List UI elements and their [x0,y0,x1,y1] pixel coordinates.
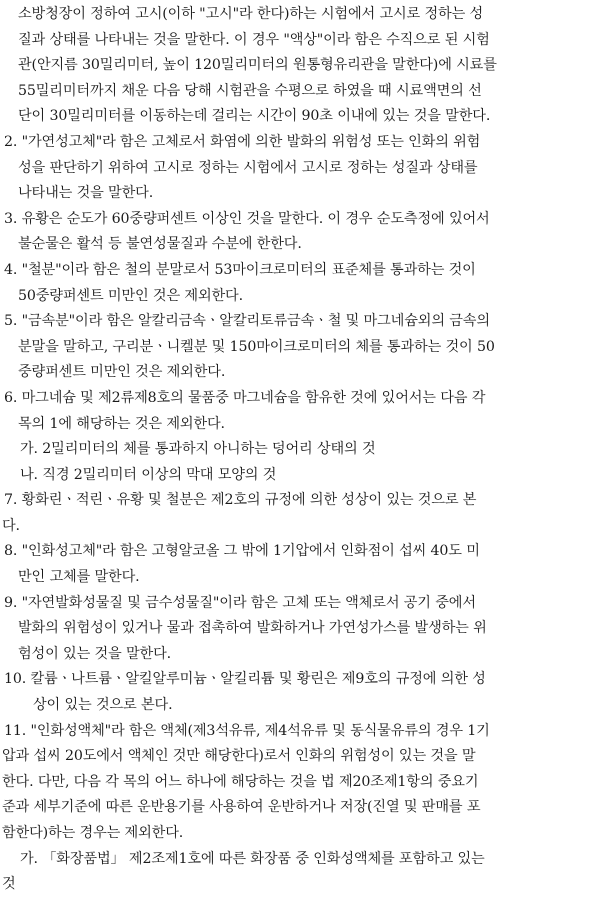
document-text-line: 중량퍼센트 미만인 것은 제외한다. [18,364,226,381]
document-text-line: 험성이 있는 것을 말한다. [18,645,171,662]
document-text-line: 11. "인화성액체"라 함은 액체(제3석유류, 제4석유류 및 동식물유류의 경우 1기 [4,722,490,739]
document-text-line: 관(안지름 30밀리미터, 높이 120밀리미터의 원통형유리관을 말한다)에 시료를 [18,57,497,74]
document-text-line: 2. "가연성고체"라 함은 고체로서 화염에 의한 발화의 위험성 또는 인화의 위험 [4,133,481,150]
document-text-line: 한다. 다만, 다음 각 목의 어느 하나에 해당하는 것을 법 제20조제1항의 중요기 [2,773,479,790]
document-text-line: 압과 섭씨 20도에서 액체인 것만 해당한다)로서 인화의 위험성이 있는 것을 말 [2,748,476,765]
document-text-line: 10. 칼륨ㆍ나트륨ㆍ알킬알루미늄ㆍ알킬리튬 및 황린은 제9호의 규정에 의한 성 [4,671,486,688]
document-text-line: 성을 판단하기 위하여 고시로 정하는 시험에서 고시로 정하는 성질과 상태를 [18,159,478,176]
document-text-line: 소방청장이 정하여 고시(이하 "고시"라 한다)하는 시험에서 고시로 정하는 성 [18,6,484,22]
document-text-line: 만인 고체를 말한다. [18,569,140,586]
document-text-line: 목의 1에 해당하는 것은 제외한다. [18,415,225,432]
document-text-line: 함한다)하는 경우는 제외한다. [2,825,184,841]
document-text-line: 6. 마그네슘 및 제2류제8호의 물품중 마그네슘을 함유한 것에 있어서는 다음 각 [4,389,486,406]
document-text-line: 9. "자연발화성물질 및 금수성물질"이라 함은 고체 또는 액체로서 공기 중에서 [4,594,476,611]
document-text-line: 가. 2밀리미터의 체를 통과하지 아니하는 덩어리 상태의 것 [20,441,376,458]
document-text-line: 상이 있는 것으로 본다. [33,697,173,714]
document-text-line: 것 [2,876,16,893]
document-text-line: 질과 상태를 나타내는 것을 말한다. 이 경우 "액상"이라 함은 수직으로 된 시험 [18,31,490,48]
document-text-line: 가. 「화장품법」 제2조제1호에 따른 화장품 중 인화성액체를 포함하고 있는 [20,850,485,867]
document-text-line: 다. [2,517,20,534]
document-text-line: 7. 황화린ㆍ적린ㆍ유황 및 철분은 제2호의 규정에 의한 성상이 있는 것으로 본 [4,492,477,509]
document-text-line: 55밀리미터까지 채운 다음 당해 시험관을 수평으로 하였을 때 시료액면의 선 [18,82,482,99]
document-text-line: 준과 세부기준에 따른 운반용기를 사용하여 운반하거나 저장(진열 및 판매를 포 [2,799,481,816]
document-text-line: 8. "인화성고체"라 함은 고형알코올 그 밖에 1기압에서 인화점이 섭씨 40도 미 [4,543,480,560]
document-text-line: 발화의 위험성이 있거나 물과 접촉하여 발화하거나 가연성가스를 발생하는 위 [18,620,487,637]
document-text-line: 나타내는 것을 말한다. [18,185,154,202]
document-text-line: 5. "금속분"이라 함은 알칼리금속ㆍ알칼리토류금속ㆍ철 및 마그네슘외의 금속의 [4,313,490,330]
document-text-line: 50중량퍼센트 미만인 것은 제외한다. [18,287,243,304]
document-text-line: 3. 유황은 순도가 60중량퍼센트 이상인 것을 말한다. 이 경우 순도측정에 있어서 [4,210,490,227]
document-text-line: 나. 직경 2밀리미터 이상의 막대 모양의 것 [20,466,277,483]
document-text-line: 불순물은 활석 등 불연성물질과 수분에 한한다. [18,236,302,253]
document-text-line: 분말을 말하고, 구리분ㆍ니켈분 및 150마이크로미터의 체를 통과하는 것이 50 [18,338,495,355]
document-text-line: 4. "철분"이라 함은 철의 분말로서 53마이크로미터의 표준체를 통과하는 것이 [4,261,476,278]
document-text-line: 단이 30밀리미터를 이동하는데 걸리는 시간이 90초 이내에 있는 것을 말한다. [18,108,491,125]
